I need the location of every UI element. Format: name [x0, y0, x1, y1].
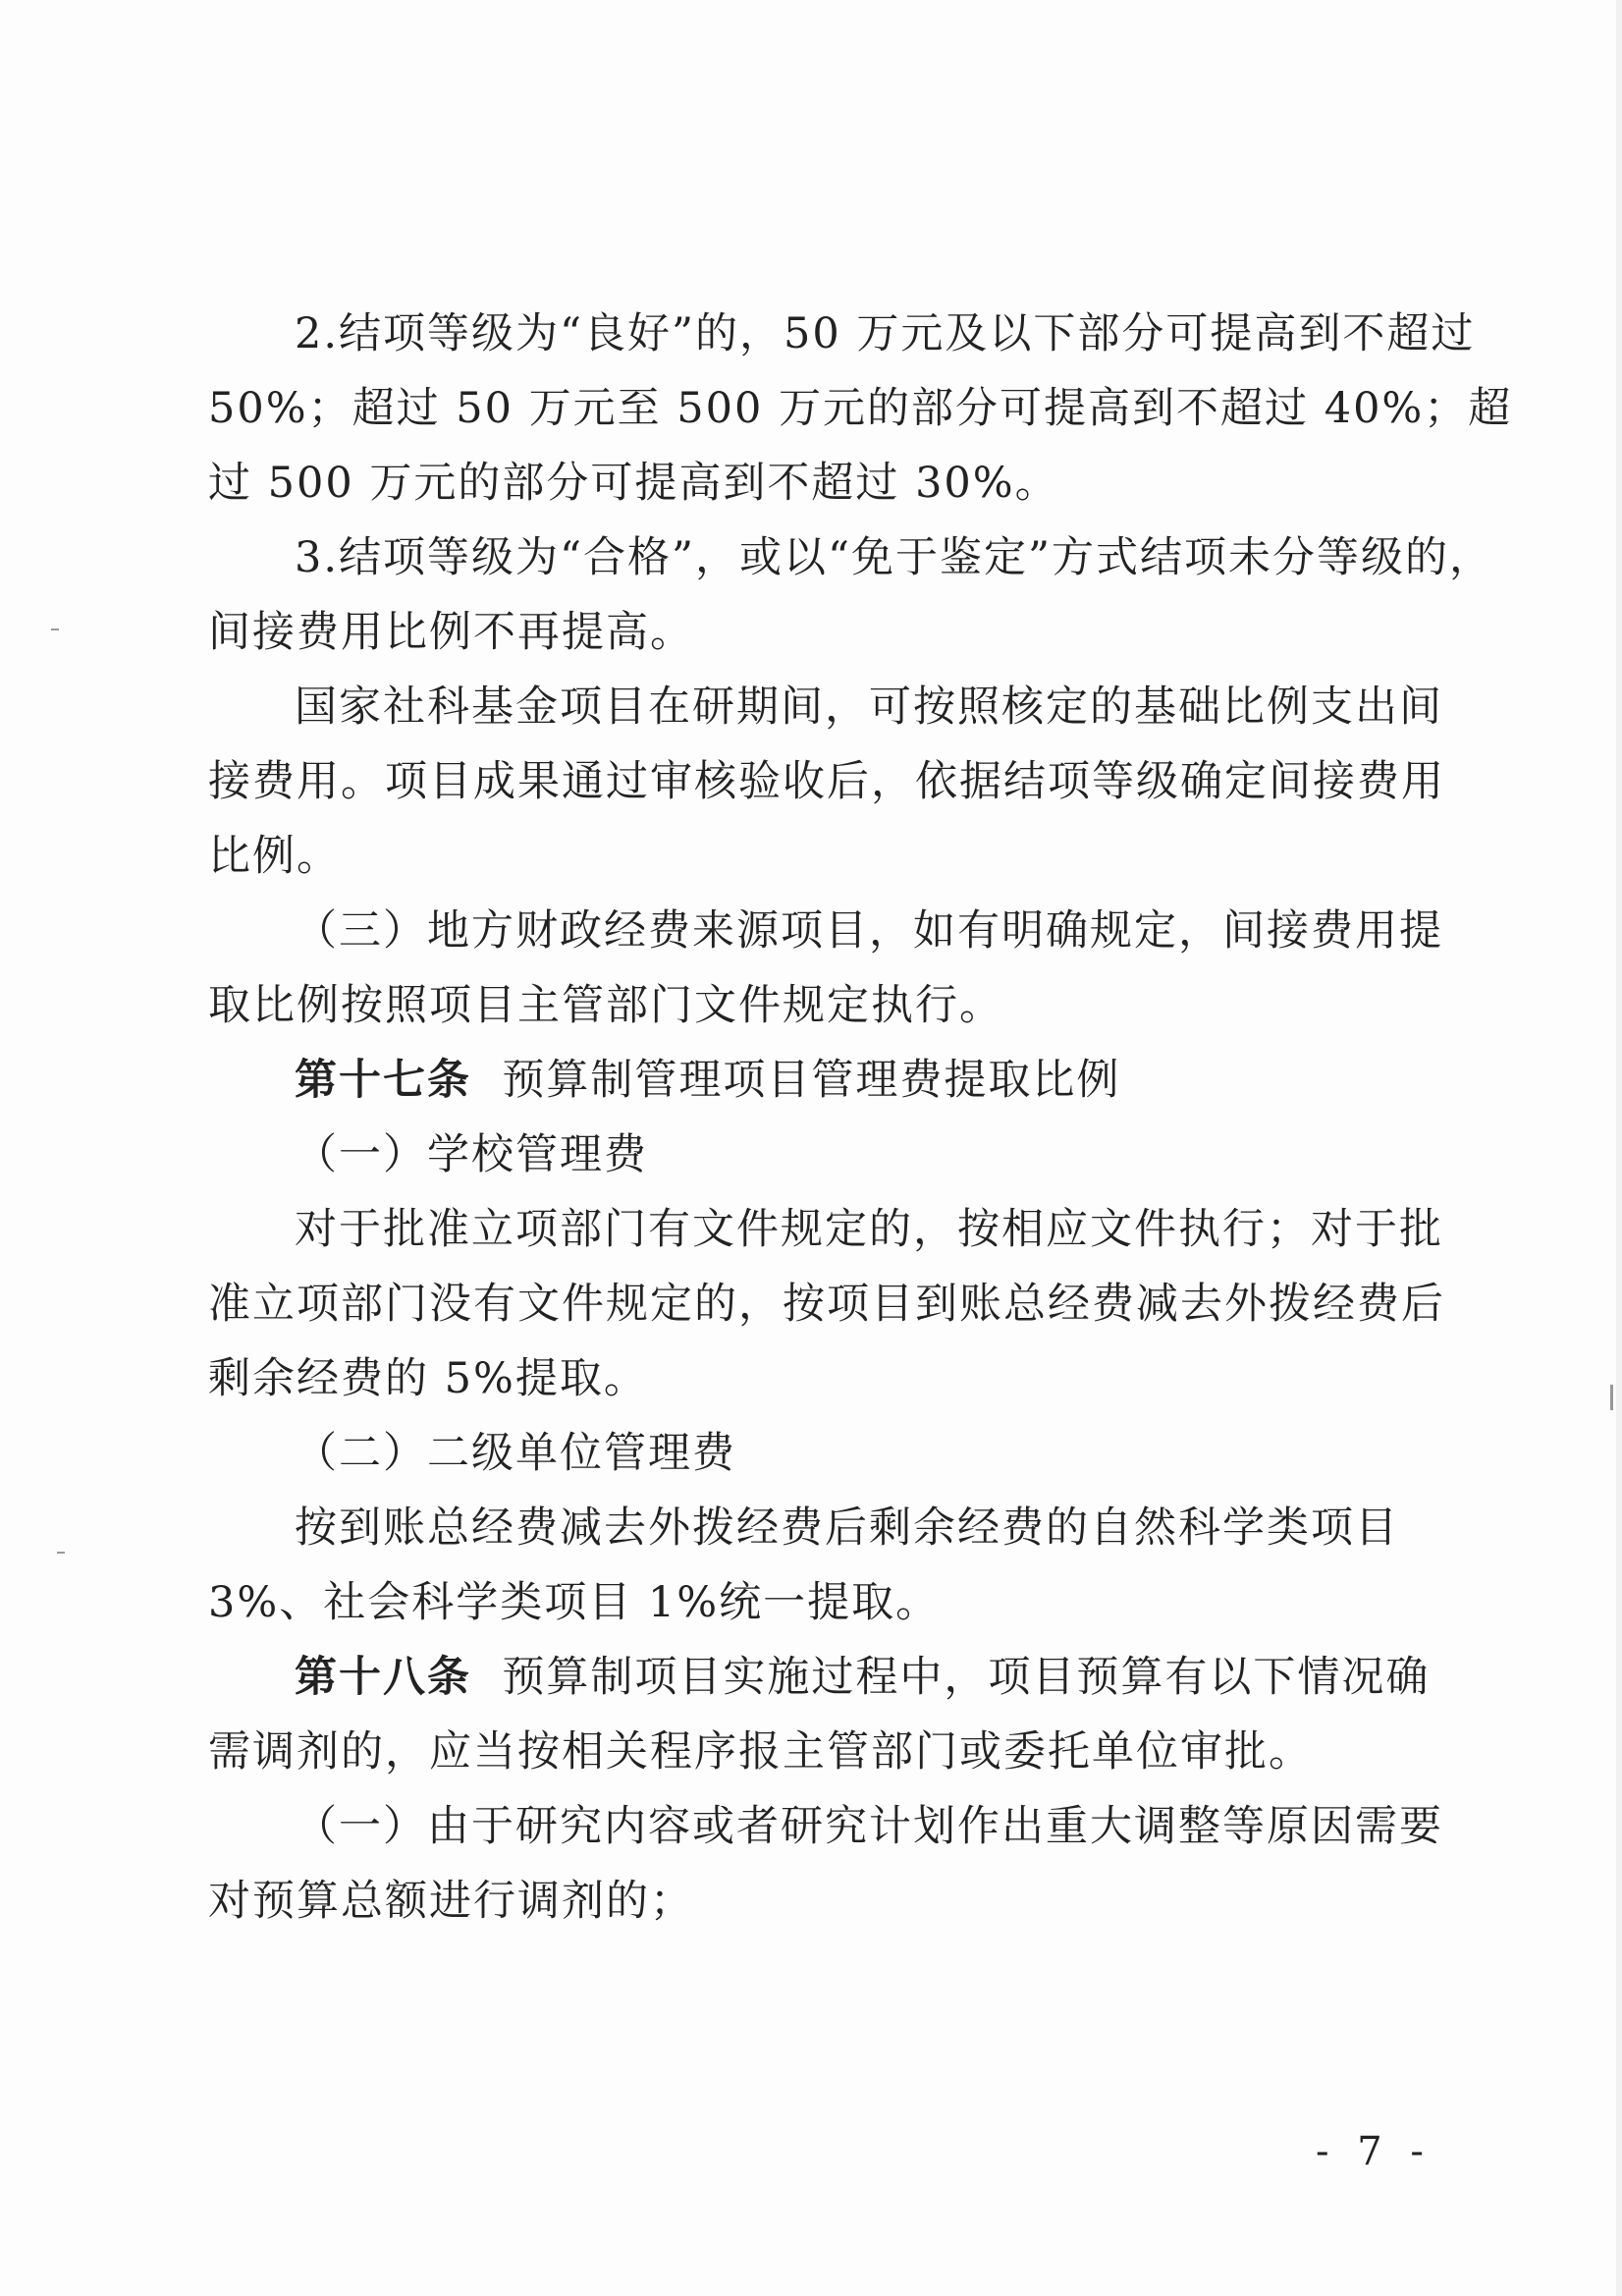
paragraph-line: （一）由于研究内容或者研究计划作出重大调整等原因需要	[295, 1802, 1443, 1851]
paragraph-line: 比例。	[208, 832, 341, 881]
paragraph-line: 剩余经费的 5%提取。	[208, 1354, 648, 1403]
article-heading: 第十七条 预算制管理项目管理费提取比例	[295, 1056, 1121, 1105]
paragraph-line: 3%、社会科学类项目 1%统一提取。	[208, 1578, 941, 1627]
paragraph-line: 取比例按照项目主管部门文件规定执行。	[208, 981, 1003, 1030]
section-heading: （二）二级单位管理费	[295, 1429, 736, 1478]
paragraph-line: 按到账总经费减去外拨经费后剩余经费的自然科学类项目	[295, 1503, 1399, 1553]
scan-edge	[1616, 0, 1622, 2296]
paragraph-line: 接费用。项目成果通过审核验收后，依据结项等级确定间接费用	[208, 757, 1445, 806]
paragraph-line: 50%；超过 50 万元至 500 万元的部分可提高到不超过 40%；超	[208, 384, 1513, 433]
paragraph-line: 过 500 万元的部分可提高到不超过 30%。	[208, 459, 1059, 508]
paragraph-line: 3.结项等级为“合格”，或以“免于鉴定”方式结项未分等级的，	[295, 533, 1493, 582]
article-heading: 第十八条 预算制项目实施过程中，项目预算有以下情况确	[295, 1653, 1431, 1702]
paragraph-line: 需调剂的，应当按相关程序报主管部门或委托单位审批。	[208, 1727, 1313, 1777]
paragraph-line: （三）地方财政经费来源项目，如有明确规定，间接费用提	[295, 906, 1443, 956]
paragraph-line: 对于批准立项部门有文件规定的，按相应文件执行；对于批	[295, 1205, 1443, 1254]
scan-speck	[51, 629, 59, 630]
paragraph-line: 对预算总额进行调剂的；	[208, 1877, 694, 1926]
scan-speck	[57, 1552, 65, 1554]
paragraph-line: 国家社科基金项目在研期间，可按照核定的基础比例支出间	[295, 683, 1443, 732]
paragraph-line: 2.结项等级为“良好”的，50 万元及以下部分可提高到不超过	[295, 309, 1476, 358]
paragraph-line: 准立项部门没有文件规定的，按项目到账总经费减去外拨经费后	[208, 1280, 1445, 1329]
paragraph-line: 间接费用比例不再提高。	[208, 608, 694, 657]
page-number: - 7 -	[1316, 2129, 1432, 2174]
section-heading: （一）学校管理费	[295, 1130, 648, 1179]
scan-speck	[1610, 1385, 1613, 1410]
